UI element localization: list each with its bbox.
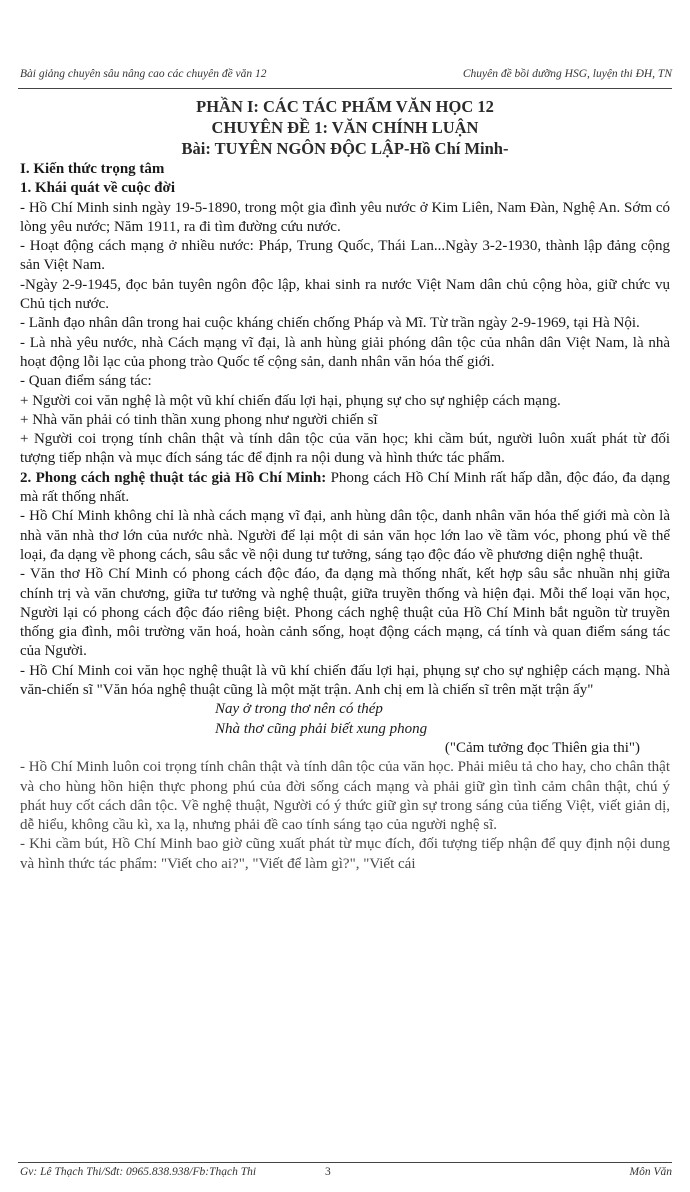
paragraph: -Ngày 2-9-1945, đọc bản tuyên ngôn độc lập, khai sinh ra nước Việt Nam dân chủ cộng hòa, giữ chức vụ Chủ tịch nước. — [20, 276, 670, 313]
paragraph: - Là nhà yêu nước, nhà Cách mạng vĩ đại, là anh hùng giải phóng dân tộc của nhân dân Việt Nam, là nhà hoạt động lỗi lạc của phong trào Quốc tế cộng sản, danh nhân văn hóa thế giới. — [20, 334, 670, 370]
topic-title: CHUYÊN ĐỀ 1: VĂN CHÍNH LUẬN — [211, 118, 479, 137]
paragraph: - Lãnh đạo nhân dân trong hai cuộc kháng chiến chống Pháp và Mĩ. Từ trần ngày 2-9-1969, tại Hà Nội. — [20, 315, 640, 332]
poem-citation: ("Cảm tưởng đọc Thiên gia thi") — [444, 739, 640, 756]
paragraph: - Hồ Chí Minh coi văn học nghệ thuật là vũ khí chiến đấu lợi hại, phụng sự cho sự nghiệp cách mạng. Nhà văn-chiến sĩ "Văn hóa nghệ thuật cũng là một mặt trận. Anh chị em là chiến sĩ trên mặt trận ấy" — [20, 662, 670, 699]
paragraph: - Khi cầm bút, Hồ Chí Minh bao giờ cũng xuất phát từ mục đích, đối tượng tiếp nhận để quy định nội dung và hình thức tác phẩm: "Viết cho ai?", "Viết để làm gì?", "Viết cái — [20, 836, 670, 872]
section-heading-1: I. Kiến thức trọng tâm — [20, 161, 165, 177]
lesson-title: Bài: TUYÊN NGÔN ĐỘC LẬP-Hồ Chí Minh- — [181, 139, 509, 158]
subsection-heading-style: 2. Phong cách nghệ thuật tác giả Hồ Chí Minh: — [20, 469, 327, 486]
footer-rule — [18, 1162, 672, 1163]
paragraph: - Hồ Chí Minh sinh ngày 19-5-1890, trong một gia đình yêu nước ở Kim Liên, Nam Đàn, Nghệ An. Sớm có lòng yêu nước; Năm 1911, ra đi tìm đường cứu nước. — [20, 199, 670, 235]
footer-subject: Môn Văn — [629, 1166, 672, 1178]
header-right: Chuyên đề bồi dưỡng HSG, luyện thi ĐH, TN — [462, 68, 672, 80]
paragraph: - Văn thơ Hồ Chí Minh có phong cách độc đáo, đa dạng mà thống nhất, kết hợp sâu sắc nhuần nhị giữa chính trị và văn chương, giữa tư tưởng và nghệ thuật, giữa truyền thống và hiện đại. Mỗi thể loại văn học, Người lại có phong cách độc đáo riêng biệt. Phong cách nghệ thuật của Hồ Chí Minh bắt nguồn từ truyền thống gia đình, môi trường văn hoá, hoàn cảnh sống, hoạt động cách mạng, cá tính và quan điểm sáng tác của Người. — [20, 566, 670, 660]
paragraph: - Quan điểm sáng tác: — [20, 373, 152, 390]
title-block — [0, 96, 690, 159]
subsection-heading-life: 1. Khái quát về cuộc đời — [20, 180, 175, 197]
paragraph: + Người coi văn nghệ là một vũ khí chiến đấu lợi hại, phụng sự cho sự nghiệp cách mạng. — [20, 392, 561, 409]
paragraph-style — [20, 469, 670, 508]
paragraph-text: Phong cách Hồ Chí Minh rất hấp dẫn, độc đáo, đa dạng mà rất thống nhất. — [20, 469, 670, 506]
body-text — [20, 160, 670, 874]
poem-line: Nhà thơ cũng phải biết xung phong — [215, 720, 428, 737]
paragraph: - Hồ Chí Minh luôn coi trọng tính chân thật và tính dân tộc của văn học. Phải miêu tả cho hay, cho chân thật và cho hùng hồn hiện thực phong phú của đời sống cách mạng và phải giữ gìn tình cảm chân thật, chú ý phát huy cốt cách dân tộc. Về nghệ thuật, Người có ý thức giữ gìn sự trong sáng của tiếng Việt, viết giản dị, dễ hiểu, không cầu kì, xa lạ, nhưng phải đề cao tính sáng tạo của người nghệ sĩ. — [20, 759, 670, 834]
header-left: Bài giảng chuyên sâu nâng cao các chuyên đề văn 12 — [20, 68, 267, 80]
paragraph: - Hoạt động cách mạng ở nhiều nước: Pháp, Trung Quốc, Thái Lan...Ngày 3-2-1930, thành lập đảng cộng sản Việt Nam. — [20, 238, 670, 274]
part-title: PHẦN I: CÁC TÁC PHẨM VĂN HỌC 12 — [196, 97, 494, 116]
header-rule — [18, 88, 672, 89]
paragraph: + Người coi trọng tính chân thật và tính dân tộc của văn học; khi cầm bút, người luôn xuất phát từ đối tượng tiếp nhận và mục đích sáng tác để định ra nội dung và hình thức tác phẩm. — [20, 431, 670, 467]
paragraph: - Hồ Chí Minh không chỉ là nhà cách mạng vĩ đại, anh hùng dân tộc, danh nhân văn hóa thế giới mà còn là nhà văn nhà thơ lớn của nước nhà. Người để lại một di sản văn học lớn lao về tầm vóc, phong phú về thể loại, đa dạng về phong cách, sâu sắc về nội dung tư tưởng, sáng tạo độc đáo về phương diện nghệ thuật. — [20, 508, 670, 563]
page-header — [20, 68, 672, 80]
poem-line: Nay ở trong thơ nên có thép — [215, 701, 383, 718]
paragraph: + Nhà văn phải có tinh thần xung phong như người chiến sĩ — [20, 411, 378, 428]
footer-author: Gv: Lê Thạch Thi/Sđt: 0965.838.938/Fb:Thạch Thi — [20, 1166, 257, 1178]
page-number: 3 — [325, 1166, 331, 1178]
